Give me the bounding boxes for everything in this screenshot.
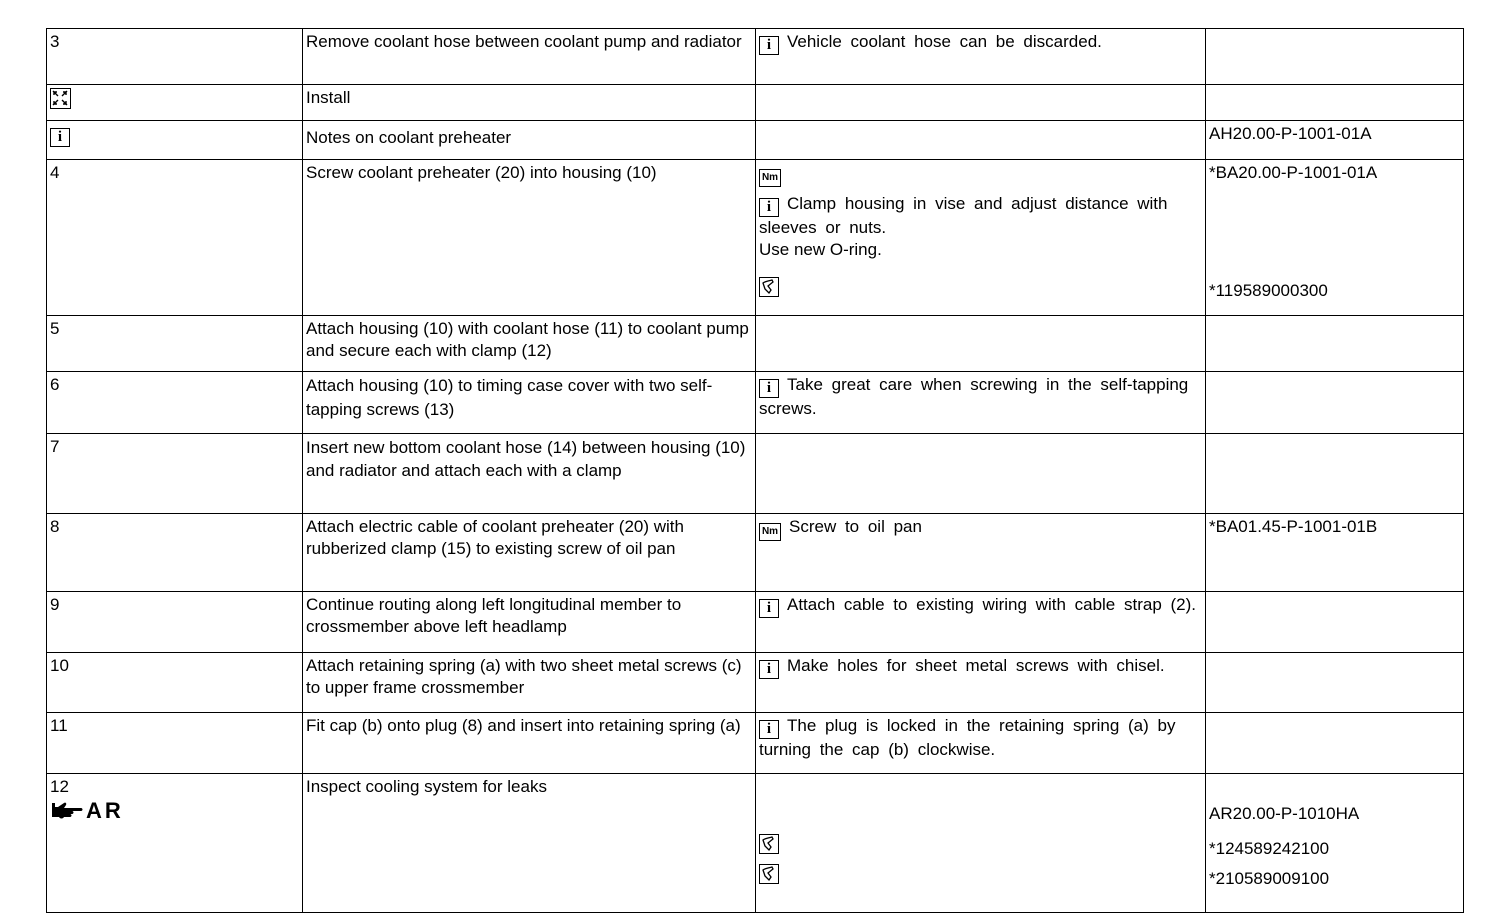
note-text: Make holes for sheet metal screws with chisel. bbox=[787, 656, 1165, 675]
action-text: Screw coolant preheater (20) into housing (10) bbox=[306, 163, 657, 182]
ref-cell bbox=[1206, 160, 1464, 316]
torque-icon: Nm bbox=[759, 169, 781, 187]
step-number: 5 bbox=[50, 319, 60, 338]
action-text: Attach housing (10) to timing case cover with two self-tapping screws (13) bbox=[306, 376, 713, 419]
action-cell bbox=[303, 514, 756, 592]
note-text: Attach cable to existing wiring with cable strap (2). bbox=[787, 595, 1197, 614]
step-cell bbox=[47, 372, 303, 434]
note-text: The plug is locked in the retaining spring (a) by turning the cap (b) clockwise. bbox=[759, 716, 1176, 759]
note-text: Use new O-ring. bbox=[759, 240, 882, 259]
action-cell bbox=[303, 160, 756, 316]
table-row bbox=[47, 713, 1464, 774]
table-row bbox=[47, 514, 1464, 592]
action-text: Fit cap (b) onto plug (8) and insert into retaining spring (a) bbox=[306, 716, 741, 735]
step-cell bbox=[47, 774, 303, 913]
info-icon: i bbox=[50, 128, 70, 147]
action-cell bbox=[303, 653, 756, 713]
step-cell bbox=[47, 85, 303, 121]
table-row bbox=[47, 592, 1464, 653]
special-tool-icon bbox=[759, 864, 779, 884]
step-cell bbox=[47, 592, 303, 653]
step-number: 9 bbox=[50, 595, 60, 614]
ref-cell bbox=[1206, 514, 1464, 592]
table-row bbox=[47, 121, 1464, 160]
action-text: Attach housing (10) with coolant hose (11) to coolant pump and secure each with clamp (12) bbox=[306, 319, 749, 360]
action-cell bbox=[303, 713, 756, 774]
action-text: Remove coolant hose between coolant pump and radiator bbox=[306, 32, 742, 51]
action-cell bbox=[303, 372, 756, 434]
note-cell bbox=[756, 372, 1206, 434]
step-number: 12 bbox=[50, 777, 69, 796]
reference-link[interactable]: AH20.00-P-1001-01A bbox=[1209, 124, 1372, 143]
ref-cell bbox=[1206, 316, 1464, 372]
step-number: 11 bbox=[50, 716, 68, 735]
note-text: Clamp housing in vise and adjust distance with sleeves or nuts. bbox=[759, 194, 1168, 237]
step-number: 10 bbox=[50, 656, 69, 675]
info-icon: i bbox=[759, 599, 779, 618]
note-cell bbox=[756, 514, 1206, 592]
info-icon: i bbox=[759, 720, 779, 739]
info-icon: i bbox=[759, 198, 779, 217]
action-cell bbox=[303, 592, 756, 653]
step-cell bbox=[47, 434, 303, 514]
tool-number[interactable]: *210589009100 bbox=[1209, 869, 1330, 888]
ref-cell bbox=[1206, 774, 1464, 913]
note-cell bbox=[756, 592, 1206, 653]
note-cell bbox=[756, 316, 1206, 372]
ref-cell bbox=[1206, 434, 1464, 514]
ref-cell bbox=[1206, 713, 1464, 774]
table-row bbox=[47, 434, 1464, 514]
step-cell bbox=[47, 713, 303, 774]
ref-cell bbox=[1206, 592, 1464, 653]
table-row bbox=[47, 29, 1464, 85]
table-row bbox=[47, 85, 1464, 121]
note-text: Take great care when screwing in the self-tapping screws. bbox=[759, 375, 1189, 418]
table-row bbox=[47, 774, 1464, 913]
ref-cell bbox=[1206, 372, 1464, 434]
special-tool-icon bbox=[759, 834, 779, 854]
step-cell bbox=[47, 653, 303, 713]
step-number: 3 bbox=[50, 32, 60, 51]
info-icon: i bbox=[759, 379, 779, 398]
action-cell bbox=[303, 85, 756, 121]
action-text: Insert new bottom coolant hose (14) between housing (10) and radiator and attach each with a clamp bbox=[306, 438, 746, 480]
note-cell bbox=[756, 653, 1206, 713]
note-cell bbox=[756, 434, 1206, 514]
step-cell bbox=[47, 121, 303, 160]
action-cell bbox=[303, 434, 756, 514]
reference-link[interactable]: *BA20.00-P-1001-01A bbox=[1209, 163, 1378, 182]
note-text: Vehicle coolant hose can be discarded. bbox=[787, 32, 1102, 51]
action-cell bbox=[303, 121, 756, 160]
note-cell bbox=[756, 29, 1206, 85]
note-cell bbox=[756, 160, 1206, 316]
table-row bbox=[47, 653, 1464, 713]
action-text: Inspect cooling system for leaks bbox=[306, 777, 547, 796]
ref-cell bbox=[1206, 85, 1464, 121]
action-text: Install bbox=[306, 88, 351, 107]
ref-cell bbox=[1206, 653, 1464, 713]
note-cell bbox=[756, 121, 1206, 160]
table-row bbox=[47, 160, 1464, 316]
step-cell bbox=[47, 29, 303, 85]
step-number: 7 bbox=[50, 437, 60, 456]
action-text: Attach electric cable of coolant preheater (20) with rubberized clamp (15) to existing screw of oil pan bbox=[306, 517, 684, 558]
action-cell bbox=[303, 316, 756, 372]
info-icon: i bbox=[759, 660, 779, 679]
action-cell bbox=[303, 29, 756, 85]
table-row bbox=[47, 372, 1464, 434]
tool-number[interactable]: *119589000300 bbox=[1209, 281, 1328, 300]
action-cell bbox=[303, 774, 756, 913]
step-cell bbox=[47, 514, 303, 592]
note-cell bbox=[756, 85, 1206, 121]
step-number: 4 bbox=[50, 163, 60, 182]
table-row bbox=[47, 316, 1464, 372]
install-icon bbox=[50, 88, 71, 109]
note-text: Screw to oil pan bbox=[789, 517, 922, 536]
step-cell bbox=[47, 316, 303, 372]
action-text: Notes on coolant preheater bbox=[306, 128, 512, 147]
info-icon: i bbox=[759, 36, 779, 55]
special-tool-icon bbox=[759, 277, 779, 297]
note-cell bbox=[756, 713, 1206, 774]
note-cell bbox=[756, 774, 1206, 913]
step-number: 6 bbox=[50, 375, 60, 394]
reference-link[interactable]: *BA01.45-P-1001-01B bbox=[1209, 517, 1378, 536]
action-text: Attach retaining spring (a) with two sheet metal screws (c) to upper frame crossmember bbox=[306, 656, 742, 697]
ar-label[interactable]: AR bbox=[86, 798, 124, 823]
action-text: Continue routing along left longitudinal member to crossmember above left headlamp bbox=[306, 595, 682, 636]
tool-number[interactable]: *124589242100 bbox=[1209, 839, 1330, 858]
reference-link[interactable]: AR20.00-P-1010HA bbox=[1209, 804, 1360, 823]
step-cell bbox=[47, 160, 303, 316]
torque-icon: Nm bbox=[759, 523, 781, 541]
step-number: 8 bbox=[50, 517, 60, 536]
ref-cell bbox=[1206, 121, 1464, 160]
pointing-hand-icon bbox=[50, 800, 84, 822]
procedure-table bbox=[46, 28, 1464, 913]
ref-cell bbox=[1206, 29, 1464, 85]
